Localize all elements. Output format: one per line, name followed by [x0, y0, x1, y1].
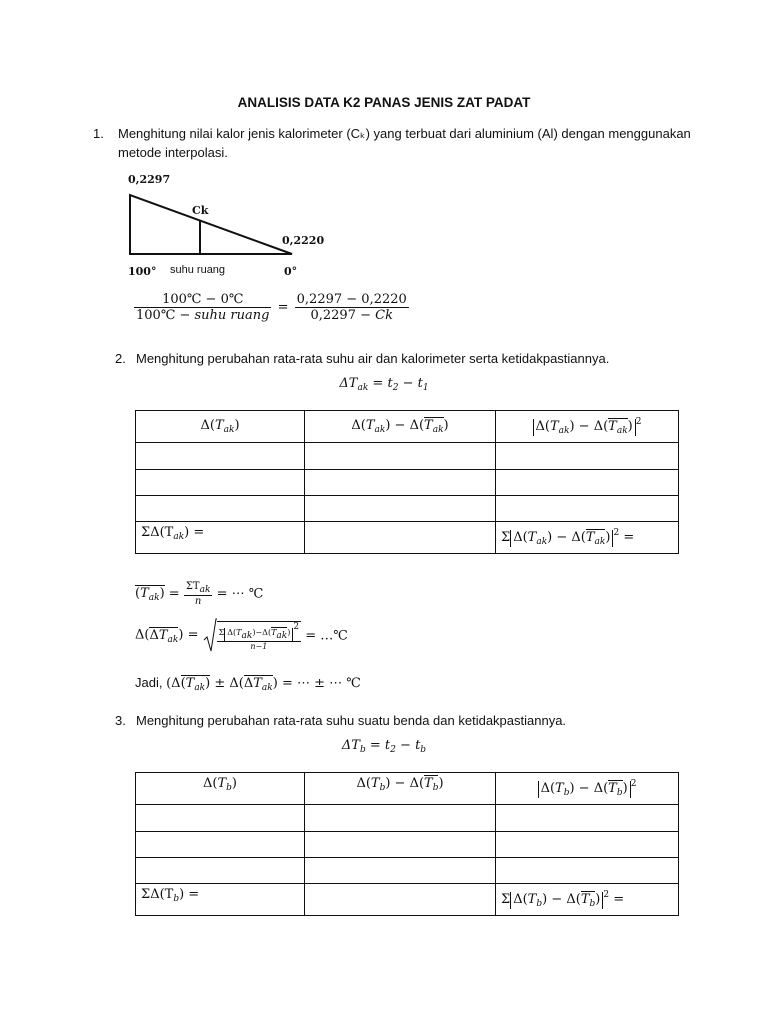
sum-delta-tak: $\Sigma\Delta(T_{ak})$ =	[136, 522, 305, 554]
table-cell[interactable]	[496, 805, 679, 832]
table-cell[interactable]	[496, 832, 679, 858]
table-cell[interactable]	[496, 858, 679, 884]
equation-rhs-fraction	[295, 292, 409, 323]
diagram-mid-label: suhu ruang	[170, 264, 226, 276]
section2-number: 2.	[115, 351, 126, 366]
section1-text	[118, 124, 718, 162]
section3-formula: $\Delta T_b = t_2 - t_b$	[341, 738, 427, 755]
equation-rhs-numerator: 0,2297 − 0,2220	[296, 292, 407, 307]
table-row	[136, 832, 679, 858]
table-cell[interactable]	[305, 470, 496, 496]
mean-formula: $(T_{ak})$ = $\frac{\text{ΣTak}}{n}$ = ⋯ ℃	[135, 581, 264, 607]
diagram-right-temp: 0°	[284, 265, 298, 278]
table-cell[interactable]	[305, 884, 496, 916]
header-squared-deviation: $\Delta(T_{ak}) - \Delta(T_{ak})$ $^2$	[496, 411, 679, 443]
table-cell[interactable]	[136, 496, 305, 522]
sum-delta-tb: $\Sigma\Delta(T_b)$ =	[136, 884, 305, 916]
table-cell[interactable]	[496, 496, 679, 522]
uncertainty-formula: $\Delta(\Delta T_{ak})$ = $\frac{\text{Σ Δ(Tak)−Δ(Tak)2}}{n-1}$ = …℃	[135, 618, 348, 654]
diagram-ck-label: Ck	[192, 204, 209, 217]
sqrt-icon	[203, 618, 217, 654]
section2-formula: $\Delta T_{ak} = t_2 - t_1$	[339, 376, 429, 393]
section3-table	[135, 772, 679, 916]
section1-text-line2: metode interpolasi.	[118, 145, 228, 160]
mean-fraction: $\frac{\text{ΣTak}}{n}$	[185, 581, 211, 607]
document-title: ANALISIS DATA K2 PANAS JENIS ZAT PADAT	[237, 95, 531, 110]
table-row	[136, 496, 679, 522]
section3-text: Menghitung perubahan rata-rata suhu suatu benda dan ketidakpastiannya.	[136, 713, 567, 728]
diagram-left-temp: 100°	[128, 265, 157, 278]
table-cell[interactable]	[305, 805, 496, 832]
interpolation-equation: $\frac{100℃ - 0℃}{\text{100℃ − suhu ruang}}$ = $\frac{0,2297 - 0,2220}{0,2297 - Ck}$	[136, 292, 407, 323]
equation-lhs-numerator: 100℃ − 0℃	[134, 292, 271, 308]
header-delta-tak: $\Delta(T_{ak})$	[136, 411, 305, 443]
table-cell[interactable]	[305, 443, 496, 470]
section1-text-line1: Menghitung nilai kalor jenis kalorimeter (Cₖ) yang terbuat dari aluminium (Al) dengan menggunakan	[118, 126, 691, 141]
table-row	[136, 858, 679, 884]
table-sum-row	[136, 884, 679, 916]
interpolation-triangle	[130, 195, 292, 254]
table-row	[136, 443, 679, 470]
table-row	[136, 805, 679, 832]
table-sum-row	[136, 522, 679, 554]
table-row	[136, 470, 679, 496]
equation-rhs-denominator: 0,2297 − Ck	[310, 308, 393, 323]
table-cell[interactable]	[496, 470, 679, 496]
header-delta-tb: $\Delta(T_b)$	[136, 773, 305, 805]
table-cell[interactable]	[136, 858, 305, 884]
section2-table	[135, 410, 679, 554]
header-deviation: $\Delta(T_b) - \Delta(T_b)$	[305, 773, 496, 805]
table-cell[interactable]	[305, 496, 496, 522]
sum-squared-deviation: Σ $\Delta(T_{ak}) - \Delta(T_{ak}) ^2$ =	[496, 522, 679, 554]
table-header-row	[136, 411, 679, 443]
conclusion-line: Jadi, ($\Delta(T_{ak}) \pm \Delta(\Delta T_{ak})$ = ⋯ ± ⋯ ℃	[135, 675, 361, 693]
sum-squared-deviation: Σ $\Delta(T_b) - \Delta(T_b) ^2$ =	[496, 884, 679, 916]
diagram-right-value: 0,2220	[282, 234, 325, 247]
header-squared-deviation: $\Delta(T_b) - \Delta(T_b)$ $^2$	[496, 773, 679, 805]
diagram-top-value: 0,2297	[128, 173, 171, 186]
table-header-row	[136, 773, 679, 805]
header-deviation: $\Delta(T_{ak}) - \Delta(T_{ak})$	[305, 411, 496, 443]
table-cell[interactable]	[305, 858, 496, 884]
table-cell[interactable]	[305, 832, 496, 858]
table-cell[interactable]	[136, 832, 305, 858]
equation-lhs-denominator: 100℃ − suhu ruang	[136, 308, 270, 323]
section1-number: 1.	[93, 126, 104, 141]
section3-number: 3.	[115, 713, 126, 728]
section2-text: Menghitung perubahan rata-rata suhu air dan kalorimeter serta ketidakpastiannya.	[136, 351, 610, 366]
table-cell[interactable]	[136, 805, 305, 832]
table-cell[interactable]	[136, 443, 305, 470]
table-cell[interactable]	[496, 443, 679, 470]
table-cell[interactable]	[305, 522, 496, 554]
equation-lhs-fraction	[134, 292, 271, 323]
table-cell[interactable]	[136, 470, 305, 496]
